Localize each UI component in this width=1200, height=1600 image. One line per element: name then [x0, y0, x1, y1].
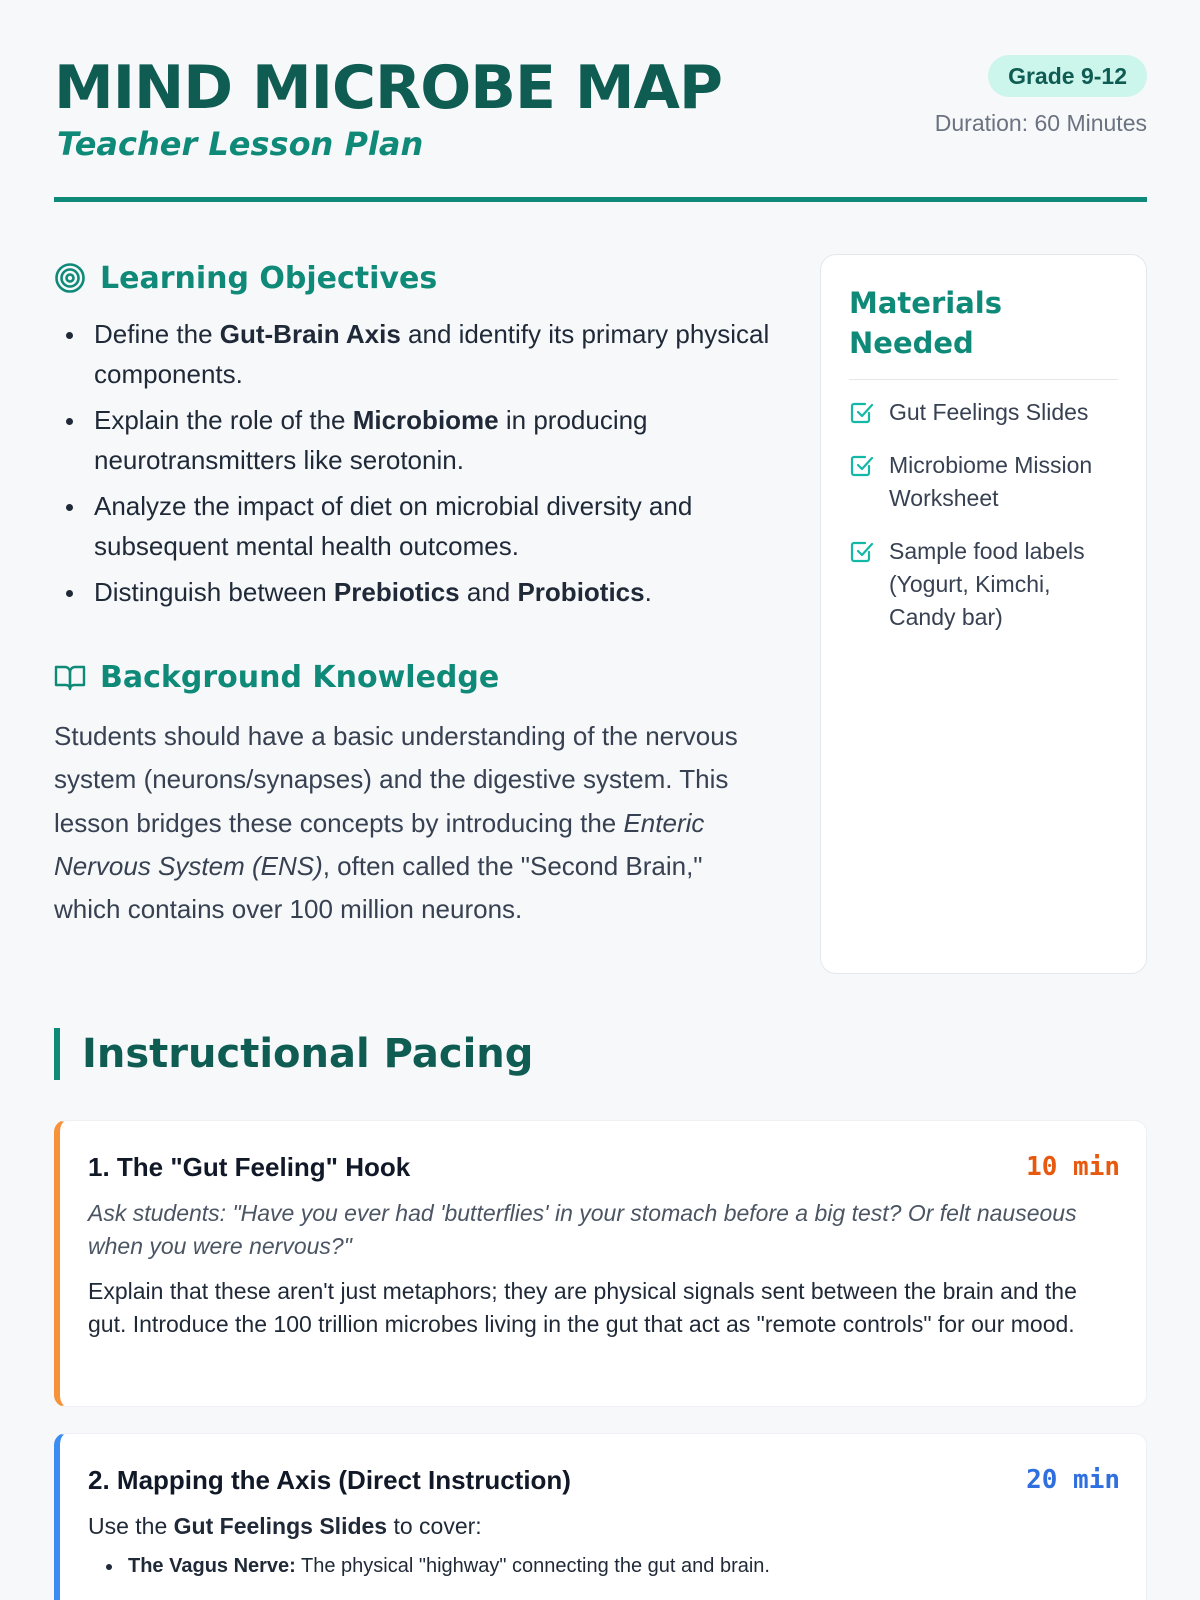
background-paragraph: Students should have a basic understanding of the nervous system (neurons/synapses) and the digestive system. This lesson bridges these concepts by introducing the Enteric Nervous System (ENS), often called the "Second Brain," which contains over 100 million neurons. — [54, 721, 738, 925]
list-item: Sample food labels (Yogurt, Kimchi, Candy bar) — [849, 535, 1118, 634]
background-heading-text: Background Knowledge — [100, 659, 500, 695]
step-intro: Use the Gut Feelings Slides to cover: — [88, 1513, 482, 1539]
list-item: Microbiome Mission Worksheet — [849, 449, 1118, 515]
step-title: 2. Mapping the Axis (Direct Instruction) — [88, 1465, 571, 1495]
step-time: 20 min — [1026, 1465, 1120, 1495]
objectives-list — [54, 314, 774, 618]
list-item: Gut Feelings Slides — [849, 396, 1118, 429]
list-item: Explain the role of the Microbiome in producing neurotransmitters like serotonin. — [54, 400, 774, 480]
list-item: The Vagus Nerve: The physical "highway" connecting the gut and brain. — [88, 1551, 1118, 1581]
checkbox-icon — [849, 539, 875, 565]
step-time: 10 min — [1026, 1152, 1120, 1182]
step-bullets — [88, 1551, 1118, 1581]
checkbox-icon — [849, 453, 875, 479]
objectives-heading — [54, 256, 437, 300]
list-item: Define the Gut-Brain Axis and identify its primary physical components. — [54, 314, 774, 394]
header — [54, 0, 1147, 202]
background-heading — [54, 655, 499, 699]
list-item: Analyze the impact of diet on microbial diversity and subsequent mental health outcomes. — [54, 486, 774, 566]
grade-badge: Grade 9-12 — [988, 55, 1147, 97]
materials-list — [849, 396, 1118, 634]
page-title: MIND MICROBE MAP — [54, 53, 722, 123]
pacing-step-1 — [54, 1120, 1147, 1407]
materials-title: Materials Needed — [849, 283, 1118, 380]
page-subtitle: Teacher Lesson Plan — [57, 125, 424, 163]
list-item: Distinguish between Prebiotics and Probiotics. — [54, 572, 774, 612]
step-title: 1. The "Gut Feeling" Hook — [88, 1152, 411, 1182]
book-open-icon — [54, 661, 86, 693]
pacing-step-2 — [54, 1433, 1147, 1600]
duration-label: Duration: 60 Minutes — [934, 110, 1147, 136]
target-icon — [54, 262, 86, 294]
step-quote: Ask students: "Have you ever had 'butterflies' in your stomach before a big test? Or felt nauseous when you were nervous?" — [88, 1200, 1077, 1259]
checkbox-icon — [849, 400, 875, 426]
materials-card — [820, 254, 1147, 974]
pacing-heading: Instructional Pacing — [54, 1028, 533, 1080]
step-body: Explain that these aren't just metaphors; they are physical signals sent between the brain and the gut. Introduce the 100 trillion microbes living in the gut that act as "remote controls" for our mood. — [88, 1278, 1077, 1337]
objectives-heading-text: Learning Objectives — [100, 260, 438, 296]
lesson-plan-page — [54, 0, 1147, 1577]
